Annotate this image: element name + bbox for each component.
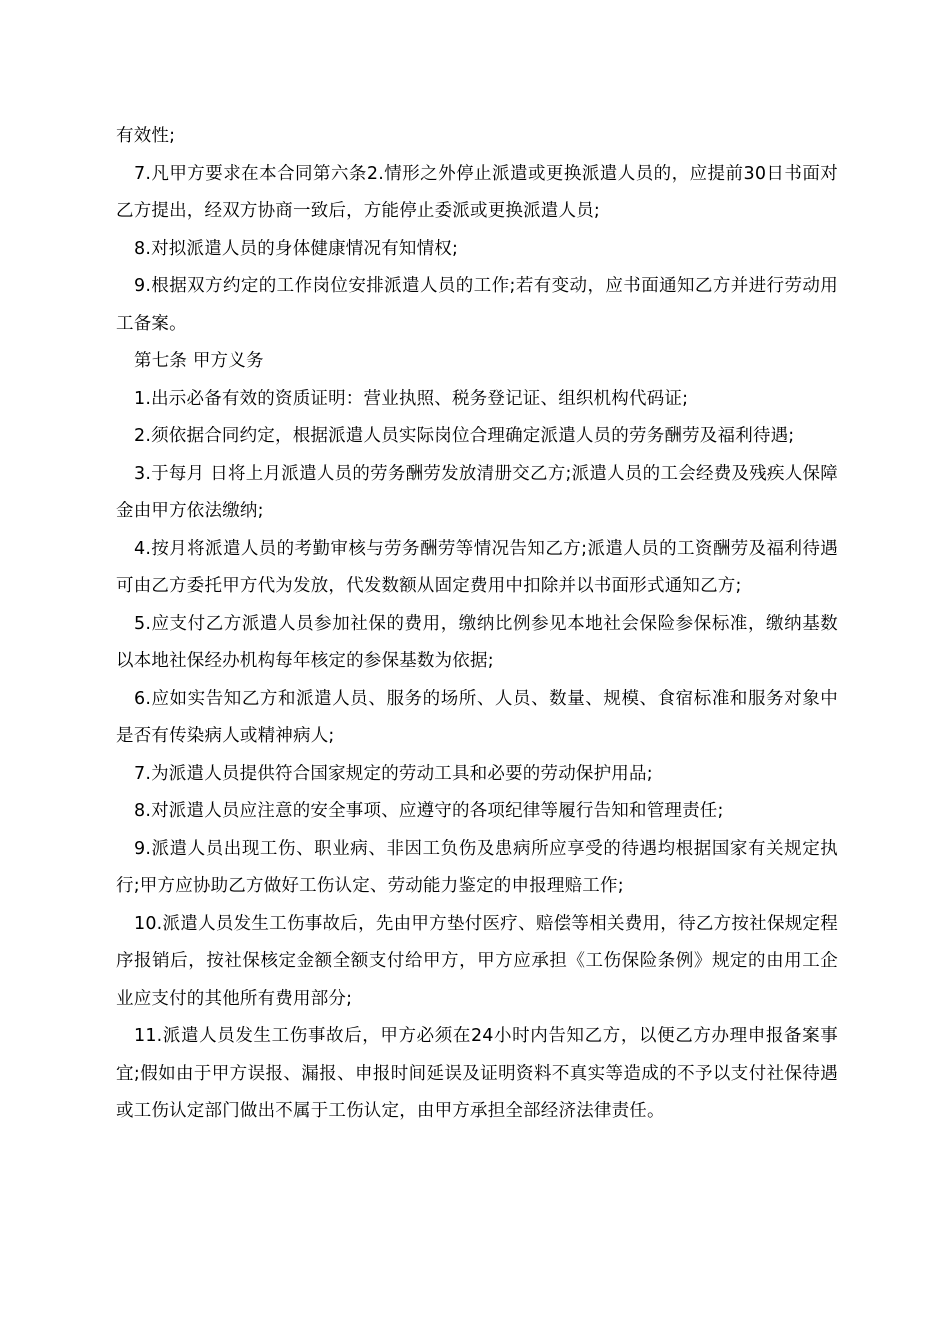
paragraph-duty-5: 5.应支付乙方派遣人员参加社保的费用，缴纳比例参见本地社会保险参保标准，缴纳基数以本地社保经办机构每年核定的参保基数为依据; — [116, 613, 838, 671]
paragraph-item-9: 9.根据双方约定的工作岗位安排派遣人员的工作;若有变动，应书面通知乙方并进行劳动用工备案。 — [116, 276, 838, 334]
paragraph-duty-6: 6.应如实告知乙方和派遣人员、服务的场所、人员、数量、规模、食宿标准和服务对象中是否有传染病人或精神病人; — [116, 688, 838, 746]
paragraph-continuation: 有效性; — [116, 126, 176, 146]
paragraph-duty-4: 4.按月将派遣人员的考勤审核与劳务酬劳等情况告知乙方;派遣人员的工资酬劳及福利待遇可由乙方委托甲方代为发放，代发数额从固定费用中扣除并以书面形式通知乙方; — [116, 538, 838, 596]
paragraph-duty-7: 7.为派遣人员提供符合国家规定的劳动工具和必要的劳动保护用品; — [134, 763, 653, 784]
paragraph-duty-10: 10.派遣人员发生工伤事故后，先由甲方垫付医疗、赔偿等相关费用，待乙方按社保规定程序报销后，按社保核定金额全额支付给甲方，甲方应承担《工伤保险条例》规定的由用工企业应支付的其他所有费用部分; — [116, 913, 838, 1009]
section-heading: 第七条 甲方义务 — [134, 351, 264, 371]
paragraph-duty-2: 2.须依据合同约定，根据派遣人员实际岗位合理确定派遣人员的劳务酬劳及福利待遇; — [134, 426, 795, 446]
paragraph-item-8: 8.对拟派遣人员的身体健康情况有知情权; — [134, 238, 459, 259]
paragraph-item-7: 7.凡甲方要求在本合同第六条2.情形之外停止派遣或更换派遣人员的，应提前30日书面对乙方提出，经双方协商一致后，方能停止委派或更换派遣人员; — [116, 163, 838, 221]
document-page — [116, 118, 838, 1131]
paragraph-duty-9: 9.派遣人员出现工伤、职业病、非因工负伤及患病所应享受的待遇均根据国家有关规定执行;甲方应协助乙方做好工伤认定、劳动能力鉴定的申报理赔工作; — [116, 838, 838, 896]
paragraph-duty-1: 1.出示必备有效的资质证明：营业执照、税务登记证、组织机构代码证; — [134, 388, 689, 409]
paragraph-duty-3: 3.于每月 日将上月派遣人员的劳务酬劳发放清册交乙方;派遣人员的工会经费及残疾人保障金由甲方依法缴纳; — [116, 463, 838, 521]
paragraph-duty-8: 8.对派遣人员应注意的安全事项、应遵守的各项纪律等履行告知和管理责任; — [134, 801, 724, 821]
paragraph-duty-11: 11.派遣人员发生工伤事故后，甲方必须在24小时内告知乙方，以便乙方办理申报备案事宜;假如由于甲方误报、漏报、申报时间延误及证明资料不真实等造成的不予以支付社保待遇或工伤认定部门做出不属于工伤认定，由甲方承担全部经济法律责任。 — [116, 1026, 838, 1121]
